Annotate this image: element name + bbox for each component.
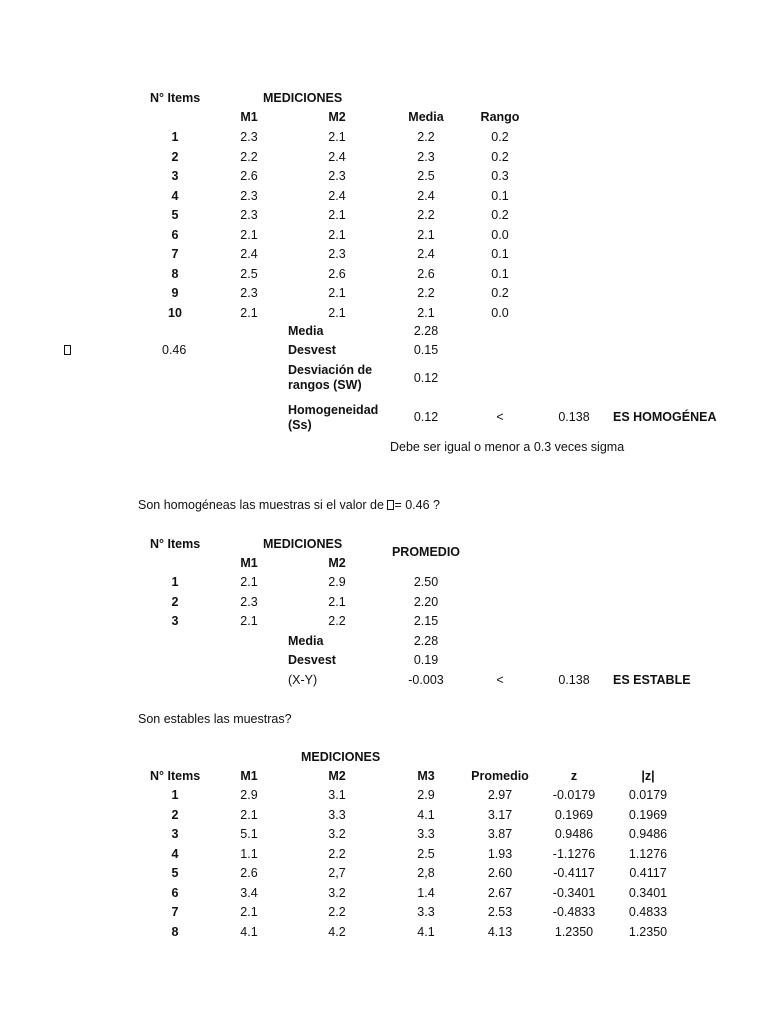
cell-m2: 2.3	[328, 247, 346, 261]
desvest-label: Desvest	[288, 653, 336, 667]
ss-label: Homogeneidad (Ss)	[288, 403, 379, 432]
cell-promedio: 2.15	[413, 614, 439, 628]
cell-rango: 0.3	[491, 169, 509, 183]
cell-promedio: 4.13	[487, 924, 513, 939]
header-mediciones: MEDICIONES	[263, 91, 343, 105]
cell-rango: 0.1	[491, 247, 509, 261]
cell-abs-z: 1.2350	[628, 924, 668, 939]
cell-promedio: 3.17	[487, 807, 513, 822]
cell-m1: 2.1	[240, 807, 258, 822]
xy-result: ES ESTABLE	[613, 673, 691, 687]
cell-abs-z: 0.1969	[628, 807, 668, 822]
cell-m2: 2.1	[328, 208, 346, 222]
cell-item-number: 10	[168, 305, 182, 320]
question-2: Son estables las muestras?	[138, 712, 292, 726]
note: Debe ser igual o menor a 0.3 veces sigma	[390, 440, 625, 454]
col-media: Media	[408, 110, 444, 124]
xy-label: (X-Y)	[288, 673, 318, 687]
cell-promedio: 2.67	[487, 885, 513, 900]
question-1	[138, 498, 440, 513]
cell-m1: 2.1	[240, 227, 258, 242]
cell-item-number: 4	[171, 188, 179, 203]
cell-m1: 2.5	[240, 266, 258, 281]
cell-media: 2.1	[417, 227, 435, 242]
cell-rango: 0.1	[491, 266, 509, 281]
col-m2: M2	[328, 110, 346, 124]
cell-item-number: 2	[171, 149, 179, 164]
cell-m2: 2,7	[328, 866, 346, 880]
cell-item-number: 7	[171, 247, 179, 261]
cell-abs-z: 0.9486	[628, 827, 668, 841]
cell-media: 2.2	[417, 208, 435, 222]
sigma-symbol-icon	[64, 343, 71, 358]
cell-m2: 2.2	[328, 905, 346, 919]
cell-promedio: 2.20	[413, 594, 439, 609]
cell-media: 2.3	[417, 149, 435, 164]
col-z: z	[570, 769, 578, 783]
desvest-label: Desvest	[288, 343, 336, 357]
cell-item-number: 4	[171, 846, 179, 861]
cell-z: 0.9486	[554, 827, 594, 841]
col-m1: M1	[240, 769, 258, 783]
cell-promedio: 2.50	[413, 575, 439, 589]
desvest-value: 0.15	[413, 343, 439, 357]
col-abs-z: |z|	[641, 769, 655, 783]
media-label: Media	[288, 324, 324, 338]
cell-m3: 2.9	[417, 788, 435, 802]
cell-item-number: 1	[171, 575, 179, 589]
xy-operator: <	[496, 673, 504, 687]
cell-promedio: 2.60	[487, 866, 513, 880]
xy-limit: 0.138	[558, 673, 590, 687]
cell-item-number: 6	[171, 885, 179, 900]
cell-m1: 2.1	[240, 305, 258, 320]
cell-item-number: 3	[171, 827, 179, 841]
cell-m2: 2.1	[328, 305, 346, 320]
cell-item-number: 2	[171, 807, 179, 822]
cell-promedio: 2.53	[487, 905, 513, 919]
cell-rango: 0.2	[491, 149, 509, 164]
header-mediciones: MEDICIONES	[263, 537, 343, 551]
col-m1: M1	[240, 556, 258, 570]
cell-m2: 2.6	[328, 266, 346, 281]
cell-m3: 1.4	[417, 885, 435, 900]
col-promedio: Promedio	[471, 769, 529, 783]
cell-m1: 2.3	[240, 188, 258, 203]
cell-item-number: 3	[171, 169, 179, 183]
col-m2: M2	[328, 769, 346, 783]
cell-abs-z: 0.0179	[628, 788, 668, 802]
cell-m2: 3.2	[328, 827, 346, 841]
cell-item-number: 8	[171, 266, 179, 281]
cell-m2: 2.4	[328, 188, 346, 203]
cell-item-number: 3	[171, 614, 179, 628]
cell-item-number: 6	[171, 227, 179, 242]
cell-abs-z: 0.4117	[629, 866, 667, 880]
cell-m3: 4.1	[417, 807, 435, 822]
cell-m3: 3.3	[417, 905, 435, 919]
cell-media: 2.5	[417, 169, 435, 183]
cell-abs-z: 1.1276	[628, 846, 668, 861]
cell-item-number: 5	[171, 208, 179, 222]
cell-m2: 3.1	[328, 788, 346, 802]
col-m2: M2	[328, 556, 346, 570]
cell-m1: 2.3	[240, 130, 258, 144]
cell-m1: 2.3	[240, 286, 258, 300]
cell-promedio: 3.87	[487, 827, 513, 841]
cell-m2: 2.1	[328, 227, 346, 242]
cell-item-number: 1	[171, 788, 179, 802]
cell-rango: 0.1	[491, 188, 509, 203]
cell-item-number: 9	[171, 286, 179, 300]
cell-item-number: 5	[171, 866, 179, 880]
cell-item-number: 1	[171, 130, 179, 144]
cell-media: 2.2	[417, 130, 435, 144]
cell-m1: 5.1	[240, 827, 258, 841]
cell-media: 2.2	[417, 286, 435, 300]
sigma-value: 0.46	[162, 343, 187, 357]
cell-m1: 2.1	[240, 575, 258, 589]
cell-rango: 0.2	[491, 208, 509, 222]
header-n-items: N° Items	[150, 537, 201, 551]
cell-z: -0.0179	[552, 788, 596, 802]
header-n-items: N° Items	[150, 91, 201, 105]
cell-promedio: 1.93	[487, 846, 513, 861]
media-value: 2.28	[413, 324, 439, 338]
cell-media: 2.6	[417, 266, 435, 281]
cell-m1: 2.2	[240, 149, 258, 164]
cell-z: 1.2350	[554, 924, 594, 939]
cell-rango: 0.2	[491, 286, 509, 300]
col-rango: Rango	[480, 110, 520, 124]
col-m1: M1	[240, 110, 258, 124]
cell-z: -1.1276	[552, 846, 596, 861]
cell-m2: 3.2	[328, 885, 346, 900]
ss-operator: <	[496, 410, 504, 424]
header-promedio: PROMEDIO	[391, 545, 461, 559]
cell-m3: 2.5	[417, 846, 435, 861]
cell-m2: 2.2	[328, 846, 346, 861]
cell-abs-z: 0.3401	[628, 885, 668, 900]
desvest-value: 0.19	[413, 653, 439, 667]
cell-item-number: 7	[171, 905, 179, 919]
media-label: Media	[288, 634, 324, 648]
col-m3: M3	[417, 769, 435, 783]
cell-media: 2.4	[417, 247, 435, 261]
cell-media: 2.1	[417, 305, 435, 320]
cell-promedio: 2.97	[487, 788, 513, 802]
cell-z: -0.4833	[552, 905, 596, 919]
cell-item-number: 8	[171, 924, 179, 939]
cell-m2: 2.1	[328, 286, 346, 300]
cell-m1: 2.6	[240, 169, 258, 183]
question-1-value: = 0.46 ?	[394, 498, 440, 512]
cell-m1: 2.1	[240, 614, 258, 628]
cell-m2: 3.3	[328, 807, 346, 822]
cell-m1: 2.9	[240, 788, 258, 802]
cell-m1: 2.3	[240, 594, 258, 609]
cell-m1: 2.3	[240, 208, 258, 222]
header-n-items: N° Items	[150, 769, 201, 783]
cell-m2: 2.1	[328, 594, 346, 609]
cell-m2: 2.2	[328, 614, 346, 628]
cell-m1: 4.1	[240, 924, 258, 939]
cell-m1: 1.1	[240, 846, 258, 861]
cell-media: 2.4	[417, 188, 435, 203]
cell-m2: 2.3	[328, 169, 346, 183]
cell-m2: 2.1	[328, 130, 346, 144]
cell-m1: 2.6	[240, 866, 258, 880]
cell-rango: 0.0	[491, 305, 509, 320]
sw-value: 0.12	[413, 371, 439, 385]
cell-rango: 0.0	[491, 227, 509, 242]
cell-m3: 4.1	[417, 924, 435, 939]
cell-m1: 2.1	[240, 905, 258, 919]
cell-item-number: 2	[171, 594, 179, 609]
cell-z: 0.1969	[554, 807, 594, 822]
cell-z: -0.3401	[552, 885, 596, 900]
cell-m2: 4.2	[328, 924, 346, 939]
cell-m1: 2.4	[240, 247, 258, 261]
cell-m3: 2,8	[417, 866, 435, 880]
question-1-text: Son homogéneas las muestras si el valor de	[138, 498, 388, 512]
header-mediciones: MEDICIONES	[301, 750, 381, 764]
cell-m1: 3.4	[240, 885, 258, 900]
cell-m2: 2.9	[328, 575, 346, 589]
media-value: 2.28	[413, 634, 439, 648]
ss-value: 0.12	[413, 410, 439, 424]
ss-result: ES HOMOGÉNEA	[613, 410, 717, 424]
cell-abs-z: 0.4833	[628, 905, 668, 919]
cell-rango: 0.2	[491, 130, 509, 144]
cell-z: -0.4117	[553, 866, 595, 880]
ss-limit: 0.138	[558, 410, 590, 424]
sw-label: Desviación de rangos (SW)	[288, 363, 373, 392]
cell-m2: 2.4	[328, 149, 346, 164]
cell-m3: 3.3	[417, 827, 435, 841]
xy-value: -0.003	[408, 673, 444, 687]
